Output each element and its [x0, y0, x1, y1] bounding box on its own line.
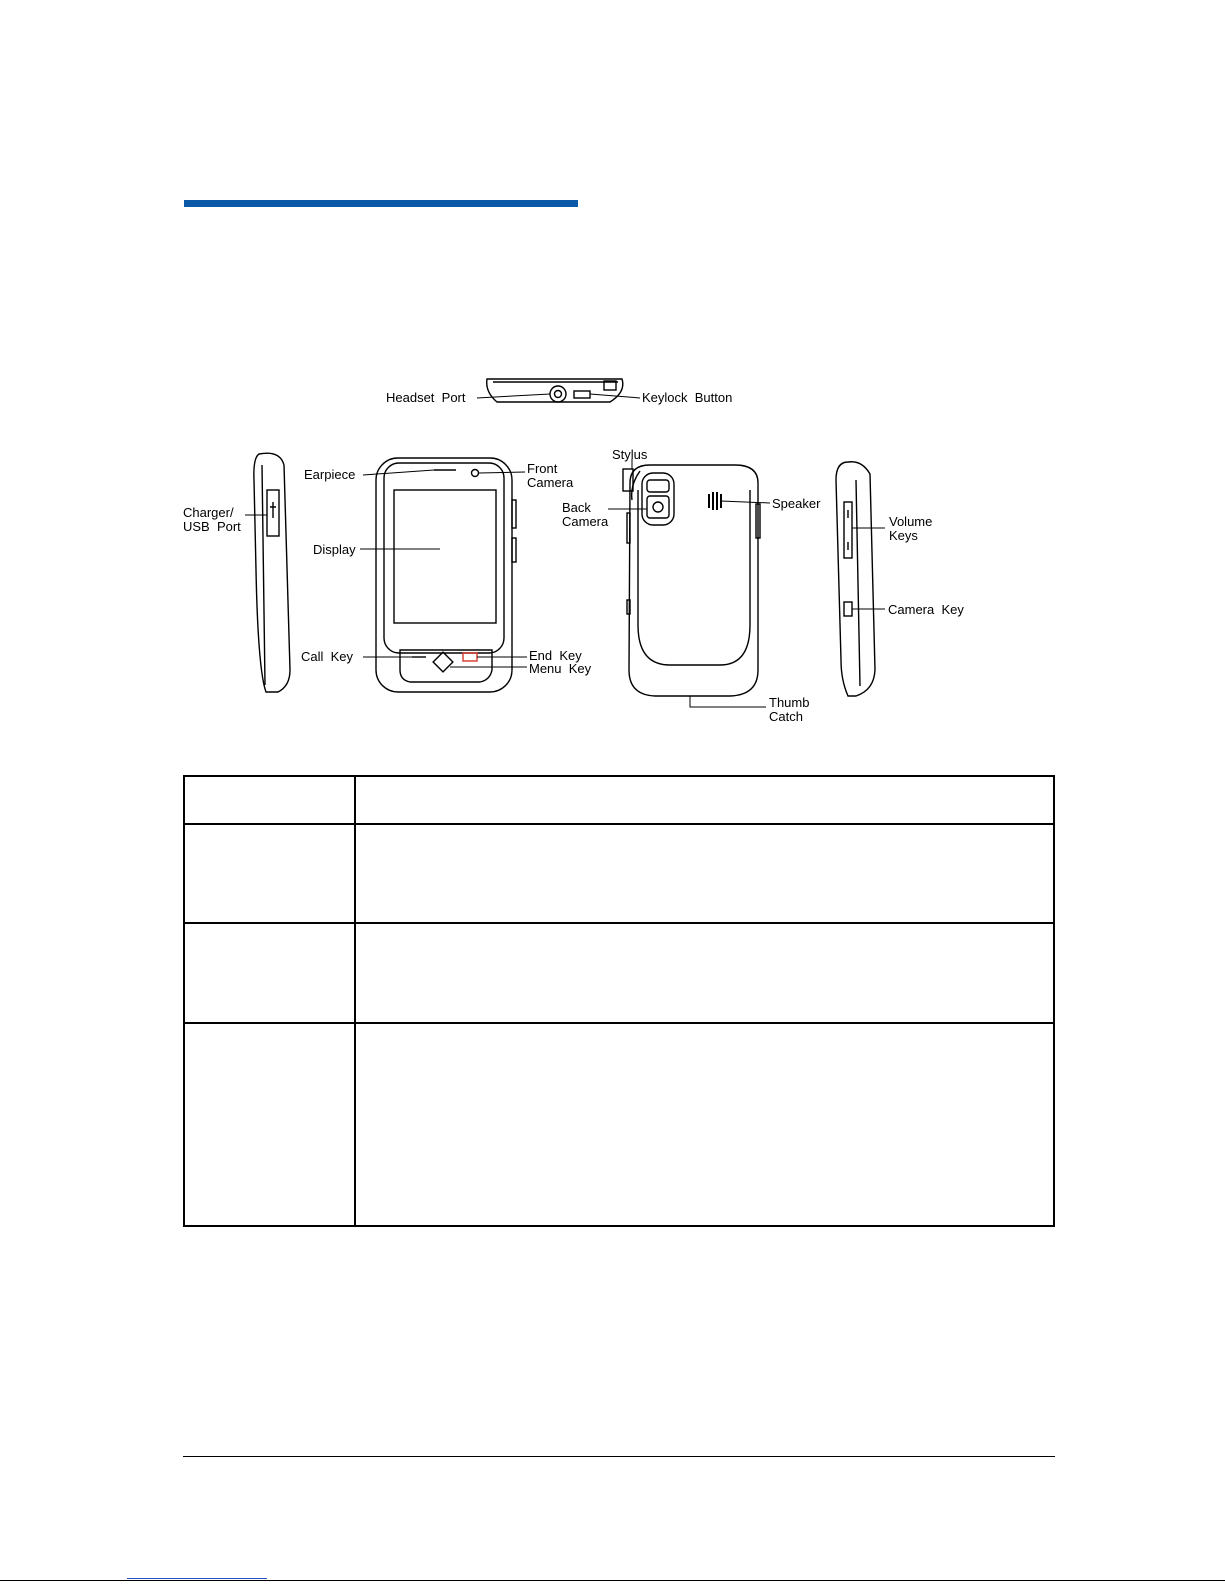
table-column-divider [354, 777, 356, 1225]
parts-description-table [183, 775, 1055, 1227]
label-keylock-button: Keylock Button [642, 390, 733, 405]
label-charger-line1: Charger/ [183, 505, 234, 520]
phone-right-side-view [836, 462, 875, 696]
phone-back-view [623, 465, 760, 696]
label-earpiece: Earpiece [304, 467, 356, 482]
label-front-camera-line1: Front [527, 461, 558, 476]
label-front-camera-line2: Camera [527, 475, 574, 490]
footer-rule [183, 1456, 1055, 1457]
label-stylus: Stylus [612, 447, 648, 462]
label-back-camera-line2: Camera [562, 514, 609, 529]
label-volume-keys-line2: Keys [889, 528, 918, 543]
footer-link-underline[interactable] [127, 1578, 267, 1579]
label-thumb-catch-line1: Thumb [769, 695, 810, 710]
label-volume-keys-line1: Volume [889, 514, 933, 529]
label-thumb-catch-line2: Catch [769, 709, 803, 724]
label-camera-key: Camera Key [888, 602, 964, 617]
label-end-key: End Key [529, 648, 582, 663]
label-display: Display [313, 542, 356, 557]
label-speaker: Speaker [772, 496, 821, 511]
phone-top-view [487, 379, 623, 402]
diagram-labels [183, 390, 964, 724]
table-row-divider [185, 823, 1053, 825]
label-charger-line2: USB Port [183, 519, 241, 534]
label-back-camera-line1: Back [562, 500, 591, 515]
label-call-key: Call Key [301, 649, 354, 664]
page-bottom-edge [0, 1580, 1225, 1581]
phone-parts-diagram [180, 370, 980, 730]
section-title-rule [184, 200, 578, 207]
phone-left-side-view [254, 453, 290, 692]
table-row-divider [185, 1022, 1053, 1024]
label-menu-key: Menu Key [529, 661, 592, 676]
table-row-divider [185, 922, 1053, 924]
label-headset-port: Headset Port [386, 390, 466, 405]
